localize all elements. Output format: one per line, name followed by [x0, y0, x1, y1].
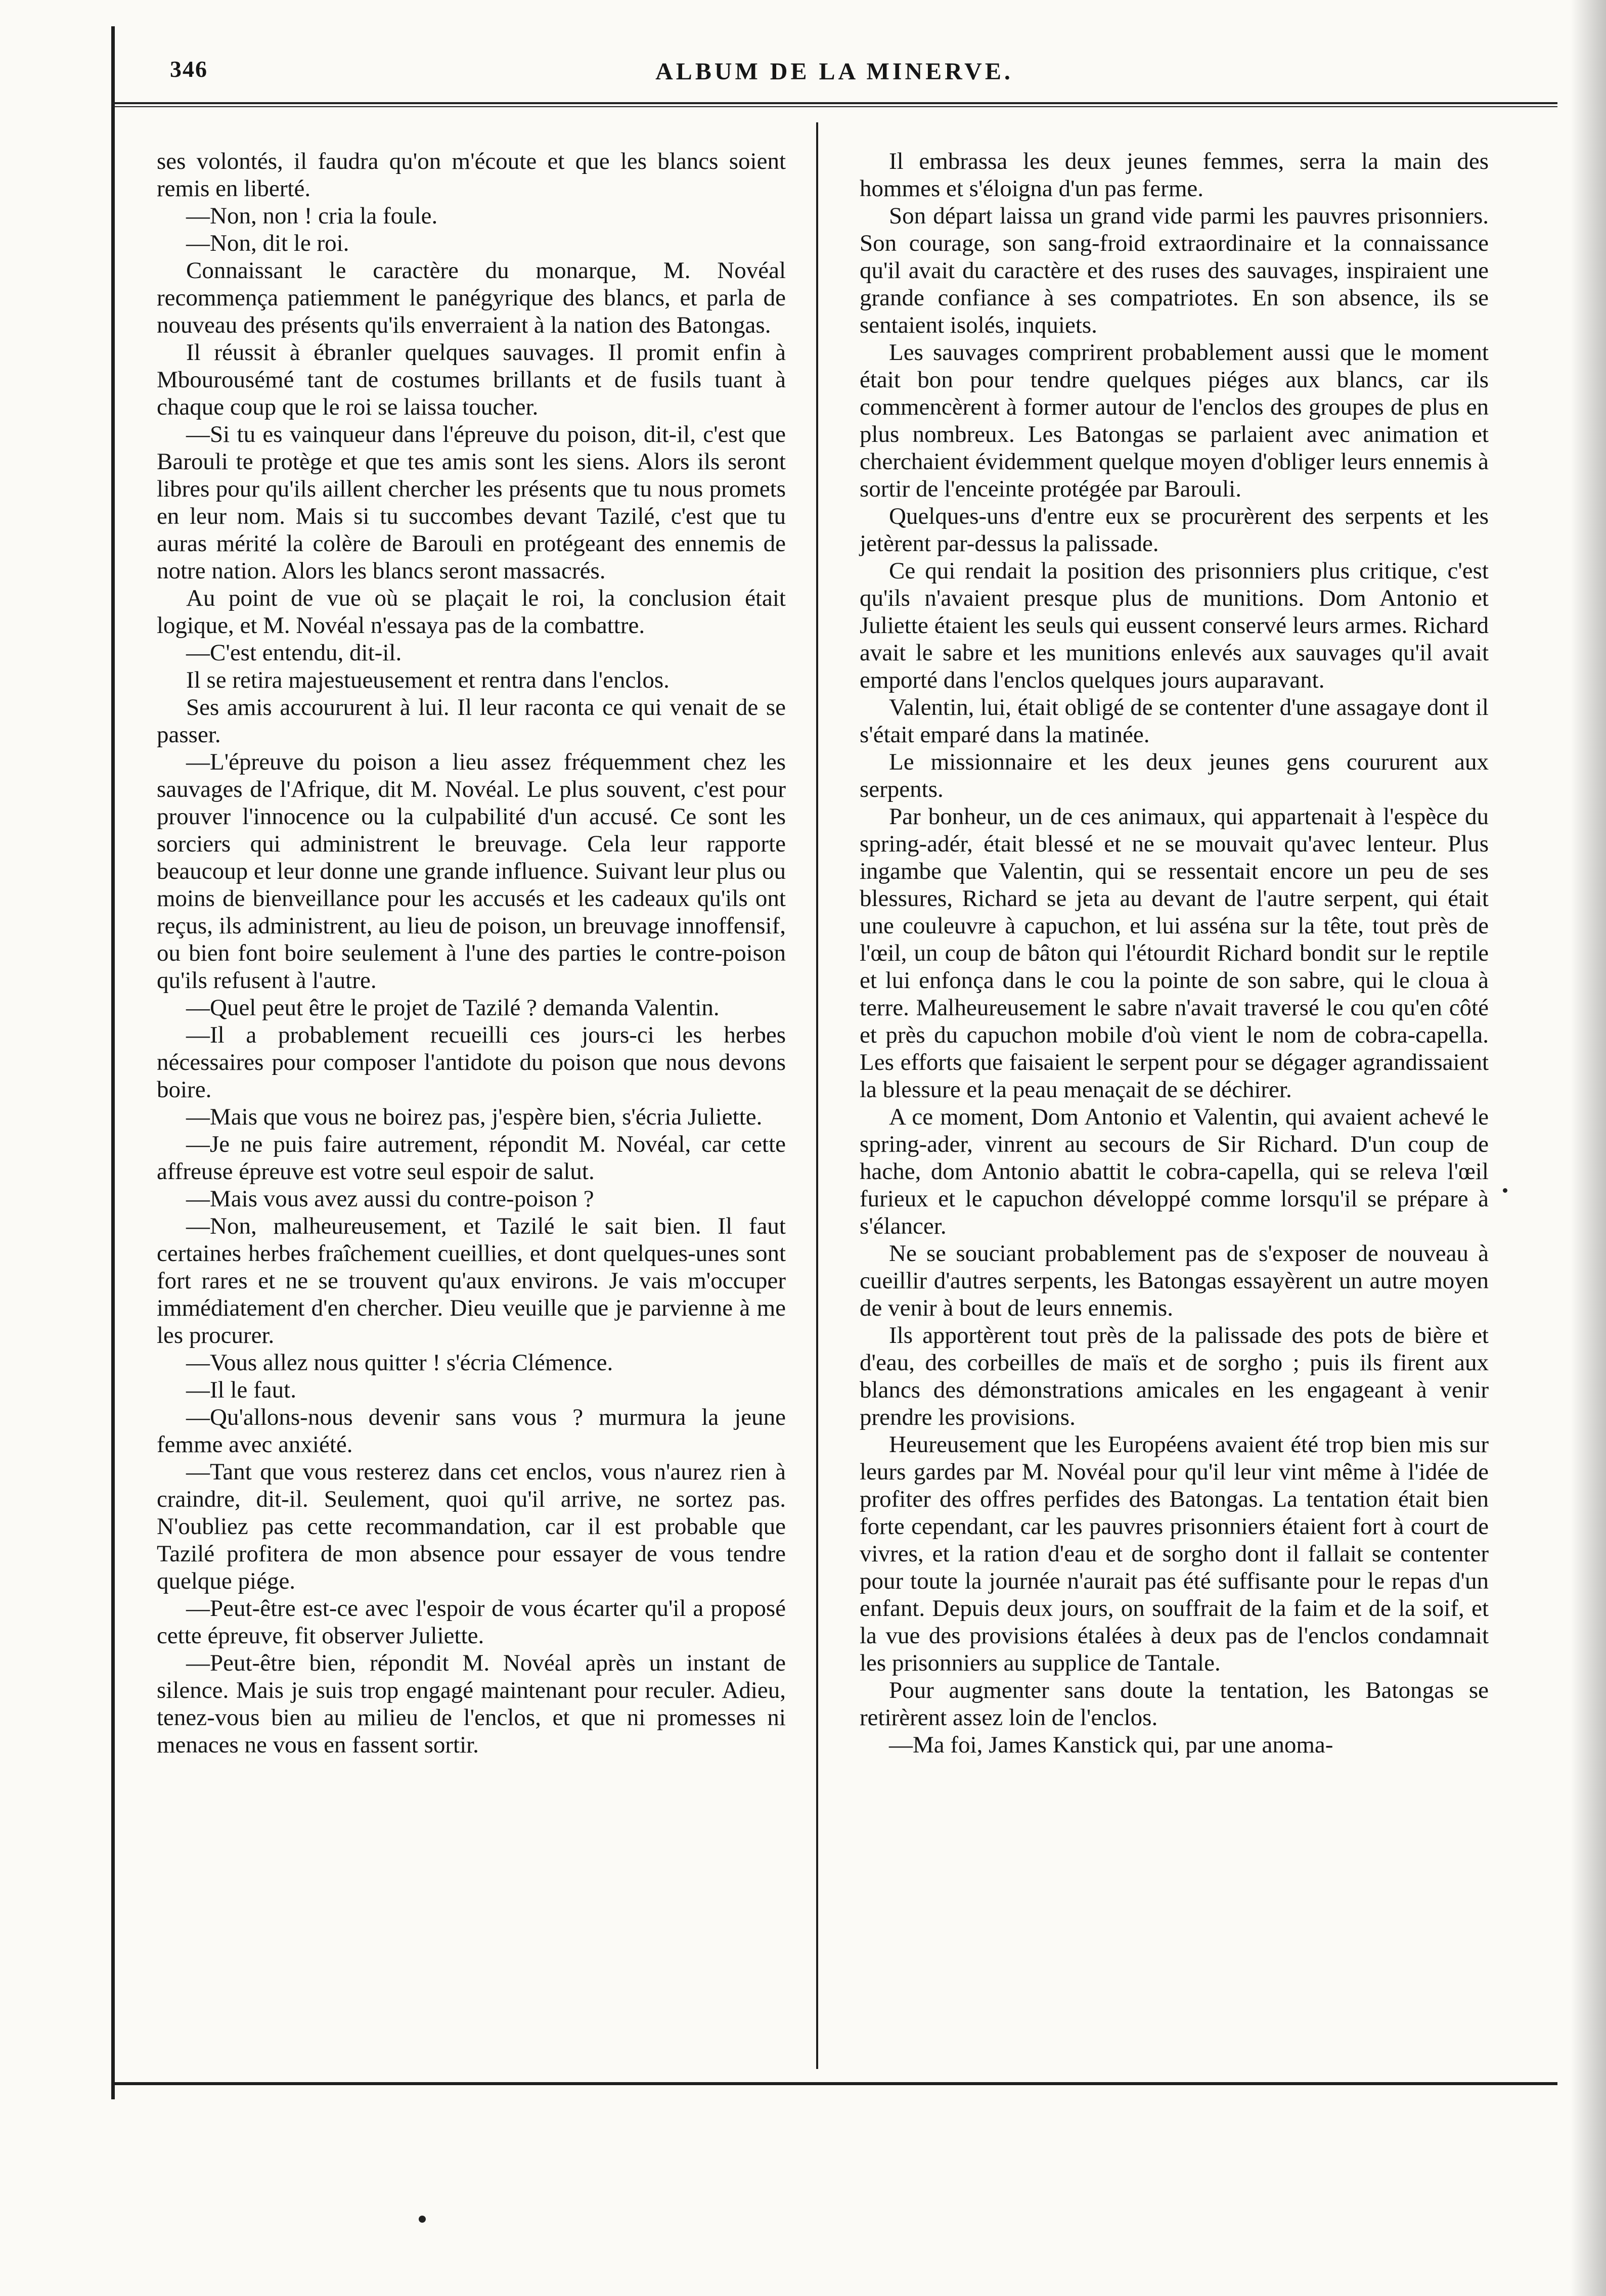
paragraph: Heureusement que les Européens avaient été trop bien mis sur leurs gardes par M. Novéal pour qu'il leur vint même à l'idée de profiter des offres perfides des Batongas. La tentation était bien forte cependant, car les pauvres prisonniers étaient fort à court de vivres, et la ration d'eau et de sorgho dont il fallait se contenter pour toute la journée n'aurait pas été suffisante pour le repas d'un enfant. Depuis deux jours, on souffrait de la faim et de la soif, et la vue des provisions étalées à deux pas de l'enclos condamnait les prisonniers au supplice de Tantale. [860, 1431, 1489, 1676]
paragraph: —Peut-être bien, répondit M. Novéal après un instant de silence. Mais je suis trop engagé maintenant pour reculer. Adieu, tenez-vous bien au milieu de l'enclos, et que ni promesses ni menaces ne vous en fassent sortir. [157, 1650, 786, 1758]
paragraph: Il réussit à ébranler quelques sauvages. Il promit enfin à Mbourousémé tant de costumes brillants et de fusils tuant à chaque coup que le roi se laissa toucher. [157, 339, 786, 420]
paragraph: Son départ laissa un grand vide parmi les pauvres prisonniers. Son courage, son sang-froid extraordinaire et la connaissance qu'il avait du caractère et des ruses des sauvages, inspiraient une grande confiance à ses compatriotes. En son absence, ils se sentaient isolés, inquiets. [860, 203, 1489, 338]
ink-speck [1503, 1188, 1507, 1193]
paragraph: Ses amis accoururent à lui. Il leur raconta ce qui venait de se passer. [157, 694, 786, 748]
paragraph: —Vous allez nous quitter ! s'écria Clémence. [186, 1349, 613, 1376]
paragraph: Ils apportèrent tout près de la palissade des pots de bière et d'eau, des corbeilles de maïs et de sorgho ; puis ils firent aux blancs des démonstrations amicales en les engageant à venir prendre les provisions. [860, 1322, 1489, 1430]
paragraph: —Ma foi, James Kanstick qui, par une anoma- [889, 1732, 1333, 1758]
paragraph: —Je ne puis faire autrement, répondit M. Novéal, car cette affreuse épreuve est votre seul espoir de salut. [157, 1131, 786, 1185]
paragraph: Les sauvages comprirent probablement aussi que le moment était bon pour tendre quelques piéges aux blancs, car ils commencèrent à former autour de l'enclos des groupes de plus en plus nombreux. Les Batongas se parlaient avec animation et cherchaient évidemment quelque moyen d'obliger leurs ennemis à sortir de l'enceinte protégée par Barouli. [860, 339, 1489, 502]
paragraph: Ne se souciant probablement pas de s'exposer de nouveau à cueillir d'autres serpents, les Batongas essayèrent un autre moyen de venir à bout de leurs ennemis. [860, 1240, 1489, 1321]
left-border-rule [111, 26, 115, 2099]
paragraph: Quelques-uns d'entre eux se procurèrent des serpents et les jetèrent par-dessus la palissade. [860, 503, 1489, 557]
paragraph: —Mais que vous ne boirez pas, j'espère bien, s'écria Juliette. [186, 1104, 763, 1130]
paragraph: —Il le faut. [186, 1377, 296, 1403]
paragraph: —Non, dit le roi. [186, 230, 349, 256]
paragraph: Le missionnaire et les deux jeunes gens coururent aux serpents. [860, 749, 1489, 802]
paragraph: Il embrassa les deux jeunes femmes, serra la main des hommes et s'éloigna d'un pas ferme. [860, 148, 1489, 202]
paragraph: Connaissant le caractère du monarque, M. Novéal recommença patiemment le panégyrique des blancs, et parla de nouveau des présents qu'ils enverraient à la nation des Batongas. [157, 257, 786, 338]
paragraph: —Tant que vous resterez dans cet enclos, vous n'aurez rien à craindre, dit-il. Seulement, quoi qu'il arrive, ne sortez pas. N'oubliez pas cette recommandation, car il est probable que Tazilé profitera de mon absence pour essayer de vous tendre quelque piége. [157, 1459, 786, 1594]
header-rule-thin [111, 106, 1557, 107]
paragraph: Il se retira majestueusement et rentra dans l'enclos. [186, 667, 670, 693]
paragraph: —Non, malheureusement, et Tazilé le sait bien. Il faut certaines herbes fraîchement cueillies, et dont quelques-unes sont fort rares et ne se trouvent qu'aux environs. Je vais m'occuper immédiatement d'en chercher. Dieu veuille que je parvienne à me les procurer. [157, 1213, 786, 1348]
paragraph: —L'épreuve du poison a lieu assez fréquemment chez les sauvages de l'Afrique, dit M. Novéal. Le plus souvent, c'est pour prouver l'innocence ou la culpabilité d'un accusé. Ce sont les sorciers qui administrent le breuvage. Cela leur rapporte beaucoup et leur donne une grande influence. Suivant leur plus ou moins de bienveillance pour les accusés et les cadeaux qu'ils ont reçus, ils administrent, au lieu de poison, un breuvage innoffensif, ou bien font boire seulement à l'une des parties le contre-poison qu'ils refusent à l'autre. [157, 749, 786, 994]
paragraph: Pour augmenter sans doute la tentation, les Batongas se retirèrent assez loin de l'enclos. [860, 1677, 1489, 1731]
paragraph: —Mais vous avez aussi du contre-poison ? [186, 1186, 594, 1212]
paragraph: —Peut-être est-ce avec l'espoir de vous écarter qu'il a proposé cette épreuve, fit observer Juliette. [157, 1595, 786, 1649]
header-rule [111, 102, 1557, 104]
running-head-title: ALBUM DE LA MINERVE. [655, 58, 1013, 85]
column-divider-rule [816, 122, 818, 2069]
page-number: 346 [170, 56, 208, 82]
right-column [860, 148, 1489, 1759]
paragraph: —Quel peut être le projet de Tazilé ? demanda Valentin. [186, 995, 720, 1021]
paragraph: Valentin, lui, était obligé de se contenter d'une assagaye dont il s'était emparé dans la matinée. [860, 694, 1489, 748]
paragraph: —Il a probablement recueilli ces jours-ci les herbes nécessaires pour composer l'antidote du poison que nous devons boire. [157, 1022, 786, 1103]
left-column [157, 148, 786, 1759]
paragraph: —Non, non ! cria la foule. [186, 203, 438, 229]
paragraph: —C'est entendu, dit-il. [186, 640, 402, 666]
paragraph: ses volontés, il faudra qu'on m'écoute et que les blancs soient remis en liberté. [157, 148, 786, 202]
paragraph: —Si tu es vainqueur dans l'épreuve du poison, dit-il, c'est que Barouli te protège et que tes amis sont les siens. Alors ils seront libres pour qu'ils aillent chercher les présents que tu nous promets en leur nom. Mais si tu succombes devant Tazilé, c'est que tu auras mérité la colère de Barouli en protégeant des ennemis de notre nation. Alors les blancs seront massacrés. [157, 421, 786, 584]
paragraph: —Qu'allons-nous devenir sans vous ? murmura la jeune femme avec anxiété. [157, 1404, 786, 1458]
bottom-rule [111, 2082, 1557, 2085]
paragraph: Au point de vue où se plaçait le roi, la conclusion était logique, et M. Novéal n'essaya pas de la combattre. [157, 585, 786, 639]
scan-edge-shadow [1571, 0, 1606, 2296]
ink-speck [419, 2216, 426, 2223]
paragraph: A ce moment, Dom Antonio et Valentin, qui avaient achevé le spring-ader, vinrent au secours de Sir Richard. D'un coup de hache, dom Antonio abattit le cobra-capella, qui se releva l'œil furieux et le capuchon développé comme lorsqu'il se prépare à s'élancer. [860, 1104, 1489, 1239]
paragraph: Ce qui rendait la position des prisonniers plus critique, c'est qu'ils n'avaient presque plus de munitions. Dom Antonio et Juliette étaient les seuls qui eussent conservé leurs armes. Richard avait le sabre et les munitions enlevés aux sauvages qu'il avait emporté dans l'enclos quelques jours auparavant. [860, 558, 1489, 693]
page-frame [111, 26, 1557, 2099]
paragraph: Par bonheur, un de ces animaux, qui appartenait à l'espèce du spring-adér, était blessé et ne se mouvait qu'avec lenteur. Plus ingambe que Valentin, qui se ressentait encore un peu de ses blessures, Richard se jeta au devant de l'autre serpent, qui était une couleuvre à capuchon, et lui asséna sur la tête, tout près de l'œil, un coup de bâton qui l'étourdit Richard bondit sur le reptile et lui enfonça dans le cou la pointe de son sabre, qui le cloua à terre. Malheureusement le sabre n'avait traversé le cou qu'en côté et près du capuchon mobile d'où vient le nom de cobra-capella. Les efforts que faisaient le serpent pour se dégager agrandissaient la blessure et la peau menaçait de se déchirer. [860, 803, 1489, 1103]
